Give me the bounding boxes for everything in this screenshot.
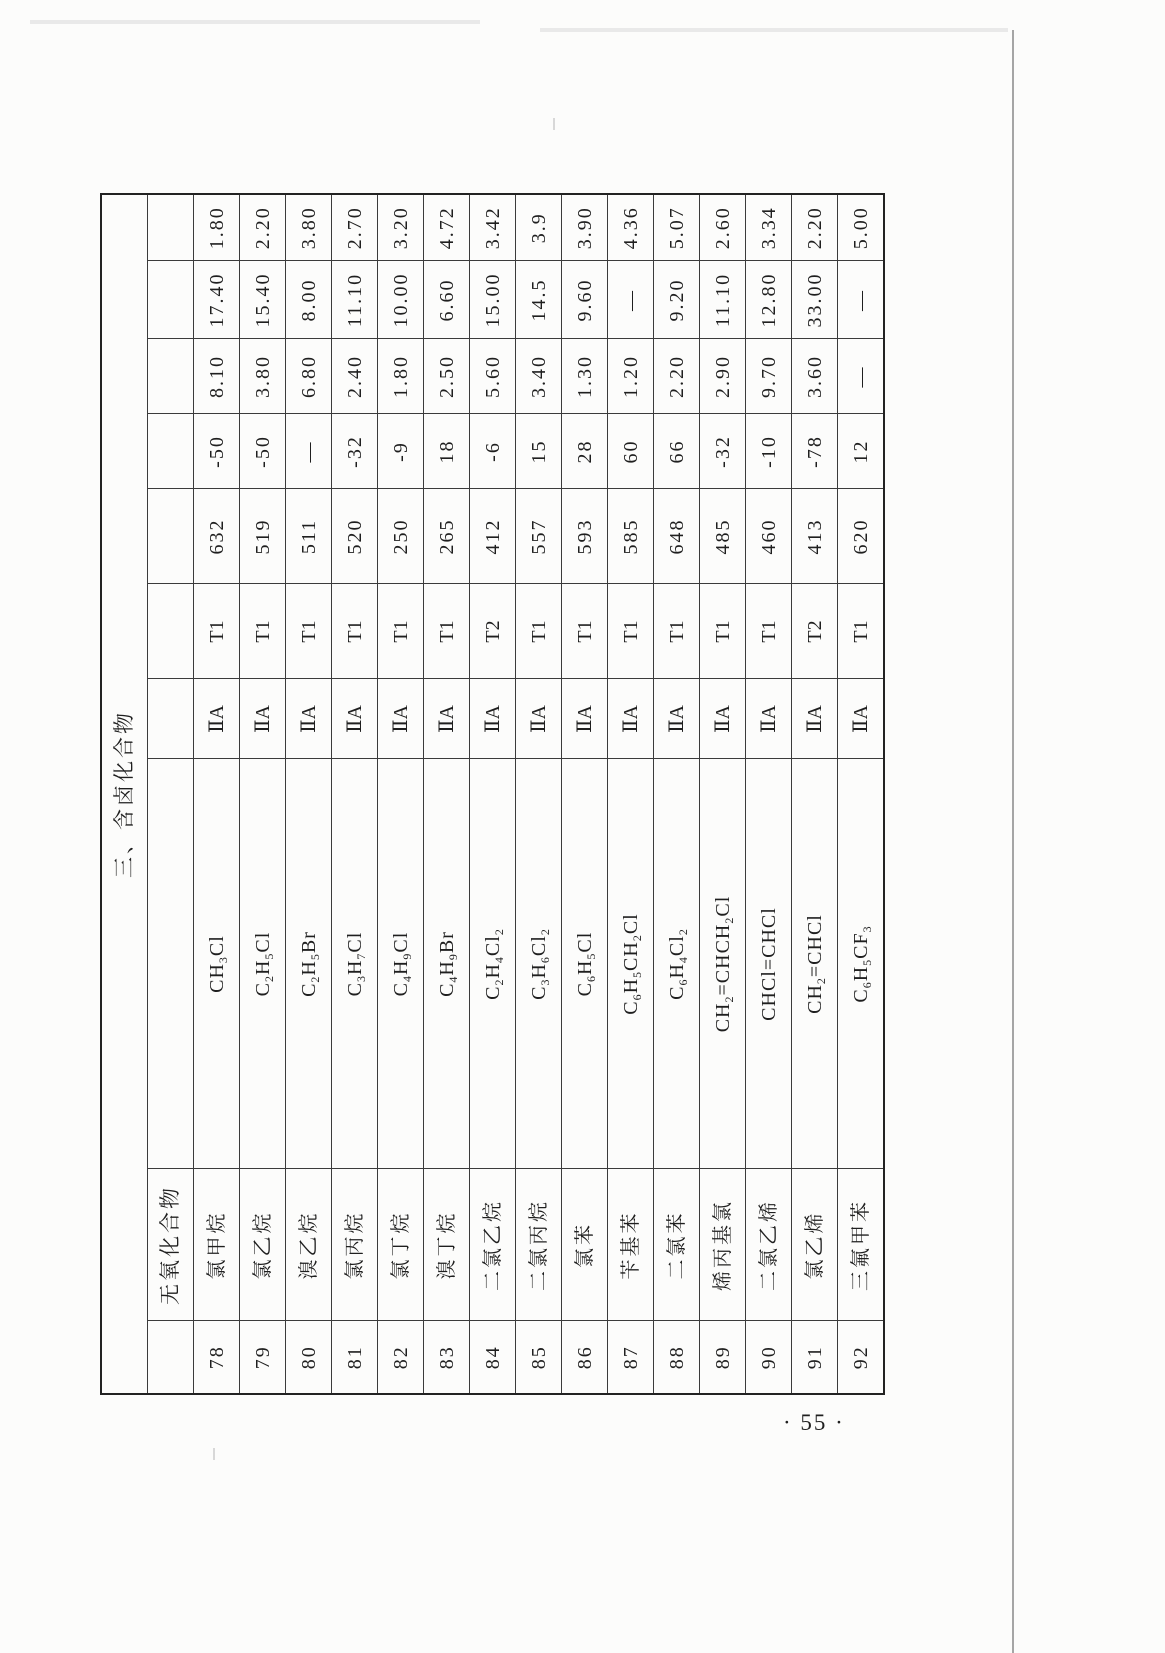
ignition-temperature: 250 [378,489,424,584]
row-number: 92 [838,1321,885,1394]
formula-text: CH [205,963,228,993]
upper-explosive-limit: — [608,261,654,339]
header-cell-empty [148,194,194,261]
formula-text: CH [619,941,642,971]
vapor-density: 3.42 [470,194,516,261]
formula-text: H [251,959,274,976]
temperature-group: T1 [516,584,562,679]
flash-point: — [286,414,332,489]
formula-subscript: 2 [491,978,506,986]
chemical-formula [792,759,838,1169]
formula-text: C [435,982,458,997]
formula-text: CHCl=CHCl [757,907,780,1021]
formula-text: H [389,959,412,976]
temperature-group: T1 [286,584,332,679]
vapor-density: 3.34 [746,194,792,261]
flash-point: -50 [194,414,240,489]
temperature-group: T1 [424,584,470,679]
compound-name: 氯甲烷 [194,1169,240,1321]
formula-subscript: 5 [583,952,598,960]
flash-point: -9 [378,414,424,489]
vapor-density: 1.80 [194,194,240,261]
formula-text: Br [297,931,320,954]
formula-text: Cl [481,935,504,957]
section-title: 三、含卤化合物 [101,194,148,1394]
header-cell-empty [148,584,194,679]
formula-subscript: 2 [537,928,552,936]
formula-text: Cl [389,931,412,953]
vapor-density: 2.20 [792,194,838,261]
chemical-formula [700,759,746,1169]
row-number: 80 [286,1321,332,1394]
row-number: 85 [516,1321,562,1394]
flash-point: -32 [332,414,378,489]
formula-subscript: 6 [859,981,874,989]
header-cell-empty [148,759,194,1169]
formula-text: Cl [619,913,642,935]
ignition-temperature: 460 [746,489,792,584]
formula-subscript: 5 [859,958,874,966]
formula-text: H [481,963,504,979]
formula-text: Cl [527,935,550,957]
ignition-temperature: 511 [286,489,332,584]
formula-text: C [619,1000,642,1015]
formula-subscript: 2 [491,928,506,936]
formula-subscript: 2 [675,928,690,936]
upper-explosive-limit: 15.00 [470,261,516,339]
formula-subscript: 9 [445,953,460,961]
formula-text: C [665,985,688,1000]
temperature-group: T1 [240,584,286,679]
gas-class: ⅡA [838,679,885,759]
table-row [378,194,424,1394]
gas-class: ⅡA [792,679,838,759]
temperature-group: T1 [194,584,240,679]
formula-subscript: 2 [813,977,828,985]
table-row [194,194,240,1394]
chemical-formula [654,759,700,1169]
formula-subscript: 6 [537,956,552,964]
ignition-temperature: 485 [700,489,746,584]
compound-name: 溴丁烷 [424,1169,470,1321]
table-row [792,194,838,1394]
scan-page-edge [1012,30,1014,1653]
temperature-group: T1 [332,584,378,679]
gas-class: ⅡA [608,679,654,759]
gas-class: ⅡA [654,679,700,759]
formula-subscript: 3 [353,975,368,983]
formula-text: C [849,988,872,1003]
formula-text: C [297,982,320,997]
formula-subscript: 6 [629,993,644,1001]
formula-subscript: 5 [307,953,322,961]
table-row [332,194,378,1394]
upper-explosive-limit: 8.00 [286,261,332,339]
vapor-density: 4.36 [608,194,654,261]
table-row [470,194,516,1394]
vapor-density: 5.07 [654,194,700,261]
formula-subscript: 4 [445,975,460,983]
formula-text: C [251,982,274,997]
formula-text: CF [849,932,872,959]
temperature-group: T1 [700,584,746,679]
formula-text: H [619,977,642,994]
upper-explosive-limit: 12.80 [746,261,792,339]
upper-explosive-limit: 15.40 [240,261,286,339]
header-cell-empty [148,1321,194,1394]
vapor-density: 3.80 [286,194,332,261]
formula-text: C [527,985,550,1000]
formula-text: C [343,982,366,997]
upper-explosive-limit: 11.10 [700,261,746,339]
lower-explosive-limit: 6.80 [286,339,332,414]
formula-text: H [527,963,550,979]
vapor-density: 4.72 [424,194,470,261]
row-number: 83 [424,1321,470,1394]
formula-subscript: 5 [629,970,644,978]
gas-class: ⅡA [424,679,470,759]
gas-class: ⅡA [332,679,378,759]
formula-subscript: 3 [215,956,230,964]
ignition-temperature: 412 [470,489,516,584]
temperature-group: T1 [654,584,700,679]
vapor-density: 2.60 [700,194,746,261]
temperature-group: T1 [378,584,424,679]
lower-explosive-limit: 3.60 [792,339,838,414]
ignition-temperature: 520 [332,489,378,584]
table-row [516,194,562,1394]
compound-name: 二氯丙烷 [516,1169,562,1321]
gas-class: ⅡA [562,679,608,759]
scan-artifact-top-right [540,28,1008,32]
scan-artifact-mark [213,1448,215,1460]
flash-point: -6 [470,414,516,489]
section-header-row [101,194,148,1394]
formula-subscript: 4 [675,956,690,964]
lower-explosive-limit: 9.70 [746,339,792,414]
formula-text: CH [803,984,826,1014]
formula-text: =CHCH [711,923,734,996]
formula-text: Cl [711,895,734,917]
gas-class: ⅡA [378,679,424,759]
formula-subscript: 2 [261,975,276,983]
temperature-group: T1 [838,584,885,679]
ignition-temperature: 519 [240,489,286,584]
subsection-header-row [148,194,194,1394]
compound-name: 二氯苯 [654,1169,700,1321]
chemical-formula [746,759,792,1169]
row-number: 90 [746,1321,792,1394]
lower-explosive-limit: 8.10 [194,339,240,414]
chemical-formula [240,759,286,1169]
gas-class: ⅡA [470,679,516,759]
compound-name: 烯丙基氯 [700,1169,746,1321]
compound-name: 氯乙烯 [792,1169,838,1321]
formula-subscript: 2 [721,995,736,1003]
formula-subscript: 4 [491,956,506,964]
formula-subscript: 9 [399,952,414,960]
chemical-formula [378,759,424,1169]
flash-point: -10 [746,414,792,489]
table-row [608,194,654,1394]
table-row [746,194,792,1394]
formula-subscript: 7 [353,952,368,960]
chemical-formula [286,759,332,1169]
row-number: 86 [562,1321,608,1394]
gas-class: ⅡA [286,679,332,759]
scan-artifact-top-left [30,20,480,24]
chemical-formula [562,759,608,1169]
header-cell-empty [148,489,194,584]
header-cell-empty [148,414,194,489]
chemical-formula [470,759,516,1169]
lower-explosive-limit: 3.80 [240,339,286,414]
header-cell-empty [148,261,194,339]
upper-explosive-limit: 9.60 [562,261,608,339]
row-number: 82 [378,1321,424,1394]
page-number: · 55 · [783,1410,845,1435]
row-number: 87 [608,1321,654,1394]
flash-point: -50 [240,414,286,489]
lower-explosive-limit: 5.60 [470,339,516,414]
table-row [240,194,286,1394]
ignition-temperature: 585 [608,489,654,584]
chemical-formula [838,759,885,1169]
table-row [286,194,332,1394]
compound-name: 二氯乙烷 [470,1169,516,1321]
lower-explosive-limit: 2.90 [700,339,746,414]
table-row [838,194,885,1394]
table-row [424,194,470,1394]
ignition-temperature: 557 [516,489,562,584]
chemical-formula [516,759,562,1169]
chemical-formula [424,759,470,1169]
flash-point: 60 [608,414,654,489]
formula-text: C [389,982,412,997]
lower-explosive-limit: 2.50 [424,339,470,414]
ignition-temperature: 593 [562,489,608,584]
lower-explosive-limit: 2.20 [654,339,700,414]
gas-class: ⅡA [516,679,562,759]
formula-subscript: 2 [629,934,644,942]
table-row [562,194,608,1394]
temperature-group: T1 [746,584,792,679]
temperature-group: T2 [470,584,516,679]
formula-text: Cl [251,931,274,953]
vapor-density: 2.20 [240,194,286,261]
flash-point: 18 [424,414,470,489]
ignition-temperature: 413 [792,489,838,584]
halogen-compounds-table [100,193,885,1395]
vapor-density: 5.00 [838,194,885,261]
row-number: 78 [194,1321,240,1394]
row-number: 89 [700,1321,746,1394]
compound-name: 二氯乙烯 [746,1169,792,1321]
temperature-group: T1 [562,584,608,679]
formula-subscript: 6 [675,978,690,986]
formula-text: H [297,960,320,976]
chemical-formula [608,759,654,1169]
formula-subscript: 2 [307,975,322,983]
formula-text: Br [435,931,458,954]
upper-explosive-limit: 17.40 [194,261,240,339]
compound-name: 氯丙烷 [332,1169,378,1321]
table-body [101,194,884,1394]
upper-explosive-limit: 14.5 [516,261,562,339]
row-number: 88 [654,1321,700,1394]
flash-point: -78 [792,414,838,489]
compound-name: 溴乙烷 [286,1169,332,1321]
formula-text: C [573,982,596,997]
compound-name: 氯乙烷 [240,1169,286,1321]
vapor-density: 3.90 [562,194,608,261]
formula-text: Cl [573,931,596,953]
formula-text: Cl [205,935,228,957]
vapor-density: 2.70 [332,194,378,261]
flash-point: 66 [654,414,700,489]
lower-explosive-limit: 1.30 [562,339,608,414]
row-number: 84 [470,1321,516,1394]
chemical-formula [332,759,378,1169]
gas-class: ⅡA [700,679,746,759]
header-cell-empty [148,679,194,759]
subsection-title: 无氧化合物 [148,1169,194,1321]
compound-name: 苄基苯 [608,1169,654,1321]
flash-point: 12 [838,414,885,489]
formula-text: Cl [665,935,688,957]
formula-text: H [435,960,458,976]
chemical-formula [194,759,240,1169]
compound-name: 氯苯 [562,1169,608,1321]
header-cell-empty [148,339,194,414]
temperature-group: T2 [792,584,838,679]
ignition-temperature: 632 [194,489,240,584]
vapor-density: 3.9 [516,194,562,261]
row-number: 91 [792,1321,838,1394]
upper-explosive-limit: 9.20 [654,261,700,339]
lower-explosive-limit: 1.20 [608,339,654,414]
formula-subscript: 4 [399,975,414,983]
table-row [654,194,700,1394]
upper-explosive-limit: 10.00 [378,261,424,339]
flash-point: 28 [562,414,608,489]
gas-class: ⅡA [746,679,792,759]
vapor-density: 3.20 [378,194,424,261]
upper-explosive-limit: 6.60 [424,261,470,339]
temperature-group: T1 [608,584,654,679]
formula-text: CH [711,1002,734,1033]
table-row [700,194,746,1394]
compound-name: 三氟甲苯 [838,1169,885,1321]
lower-explosive-limit: — [838,339,885,414]
flash-point: -32 [700,414,746,489]
ignition-temperature: 265 [424,489,470,584]
scan-artifact-mark [553,118,555,130]
formula-text: Cl [343,931,366,953]
compound-name: 氯丁烷 [378,1169,424,1321]
gas-class: ⅡA [194,679,240,759]
formula-subscript: 2 [721,916,736,924]
upper-explosive-limit: 11.10 [332,261,378,339]
row-number: 79 [240,1321,286,1394]
ignition-temperature: 620 [838,489,885,584]
ignition-temperature: 648 [654,489,700,584]
upper-explosive-limit: — [838,261,885,339]
formula-text: H [849,965,872,982]
rotated-table-container [100,195,874,1395]
formula-text: =CHCl [803,914,826,978]
lower-explosive-limit: 2.40 [332,339,378,414]
formula-text: H [573,959,596,976]
formula-subscript: 5 [261,952,276,960]
lower-explosive-limit: 3.40 [516,339,562,414]
formula-text: H [665,963,688,979]
flash-point: 15 [516,414,562,489]
upper-explosive-limit: 33.00 [792,261,838,339]
row-number: 81 [332,1321,378,1394]
formula-text: H [343,959,366,976]
lower-explosive-limit: 1.80 [378,339,424,414]
gas-class: ⅡA [240,679,286,759]
formula-subscript: 6 [583,975,598,983]
formula-subscript: 3 [537,978,552,986]
formula-text: C [481,985,504,1000]
formula-subscript: 3 [859,925,874,933]
